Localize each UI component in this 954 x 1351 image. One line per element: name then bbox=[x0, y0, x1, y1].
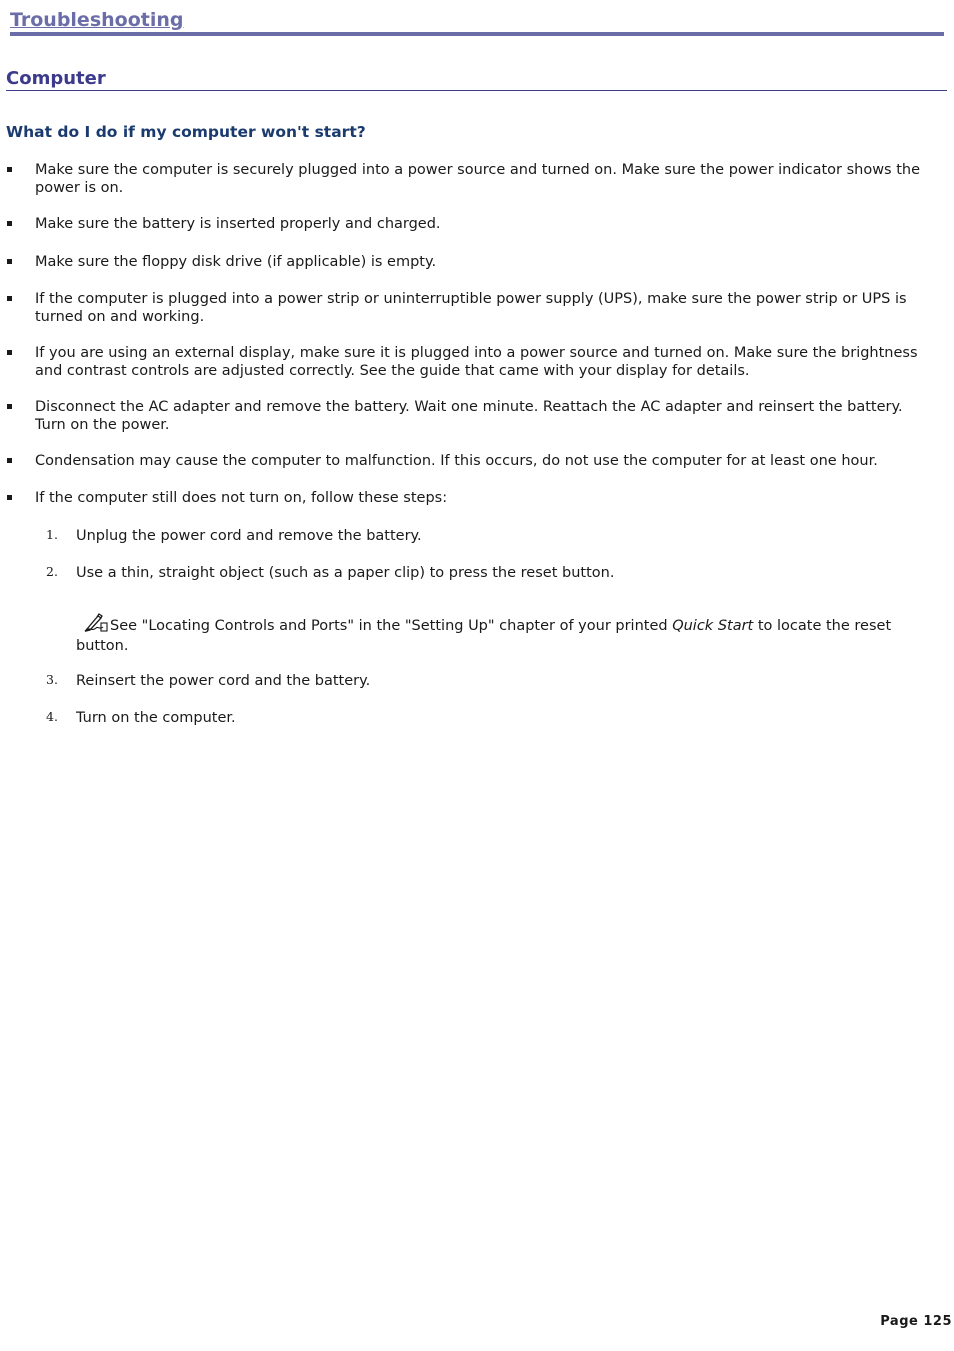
note-block bbox=[76, 612, 936, 655]
document-header bbox=[10, 8, 944, 36]
bullet-marker bbox=[7, 495, 12, 500]
bullet-text: If you are using an external display, make sure it is plugged into a power source and turned on. Make sure the brightness and contrast controls are adjusted correctly. See the guide that came with your display for details. bbox=[35, 345, 918, 379]
section-title: Computer bbox=[6, 68, 106, 89]
step-number: 2. bbox=[46, 564, 58, 579]
bullet-item bbox=[35, 489, 925, 507]
note-italic-title: Quick Start bbox=[672, 618, 754, 634]
bullet-text: Make sure the computer is securely plugged into a power source and turned on. Make sure the power indicator shows the power is on. bbox=[35, 162, 921, 196]
bullet-item bbox=[35, 290, 925, 326]
step-number: 4. bbox=[46, 709, 58, 724]
bullet-marker bbox=[7, 167, 12, 172]
bullet-text: If the computer is plugged into a power strip or uninterruptible power supply (UPS), make sure the power strip or UPS is turned on and working. bbox=[35, 291, 907, 325]
question-heading: What do I do if my computer won't start? bbox=[6, 123, 366, 141]
bullet-marker bbox=[7, 221, 12, 226]
bullet-marker bbox=[7, 350, 12, 355]
bullet-item bbox=[35, 398, 925, 434]
bullet-text: Make sure the battery is inserted properly and charged. bbox=[35, 216, 441, 232]
bullet-marker bbox=[7, 458, 12, 463]
step-item bbox=[46, 672, 936, 690]
step-item bbox=[46, 527, 936, 545]
bullet-text: Disconnect the AC adapter and remove the battery. Wait one minute. Reattach the AC adapter and reinsert the battery. Turn on the power. bbox=[35, 399, 903, 433]
bullet-item bbox=[35, 161, 925, 197]
step-text: Turn on the computer. bbox=[76, 710, 236, 726]
header-title[interactable]: Troubleshooting bbox=[10, 9, 184, 31]
step-item bbox=[46, 709, 936, 727]
bullet-text: Condensation may cause the computer to malfunction. If this occurs, do not use the computer for at least one hour. bbox=[35, 453, 878, 469]
step-text: Reinsert the power cord and the battery. bbox=[76, 673, 371, 689]
note-text-before: See "Locating Controls and Ports" in the "Setting Up" chapter of your printed bbox=[110, 618, 673, 634]
bullet-item bbox=[35, 452, 935, 470]
step-text: Unplug the power cord and remove the battery. bbox=[76, 528, 422, 544]
bullet-text: If the computer still does not turn on, follow these steps: bbox=[35, 490, 448, 506]
step-text: Use a thin, straight object (such as a paper clip) to press the reset button. bbox=[76, 565, 615, 581]
bullet-item bbox=[35, 344, 925, 380]
bullet-item bbox=[35, 253, 925, 271]
pencil-note-icon bbox=[84, 612, 108, 637]
bullet-item bbox=[35, 215, 925, 233]
step-item bbox=[46, 564, 936, 582]
step-number: 1. bbox=[46, 527, 58, 542]
step-number: 3. bbox=[46, 672, 58, 687]
bullet-text: Make sure the floppy disk drive (if applicable) is empty. bbox=[35, 254, 437, 270]
bullet-marker bbox=[7, 259, 12, 264]
bullet-marker bbox=[7, 296, 12, 301]
note-text-after: to locate the reset button. bbox=[76, 618, 892, 654]
section-heading bbox=[6, 68, 947, 91]
bullet-marker bbox=[7, 404, 12, 409]
page-number: Page 125 bbox=[880, 1314, 952, 1329]
